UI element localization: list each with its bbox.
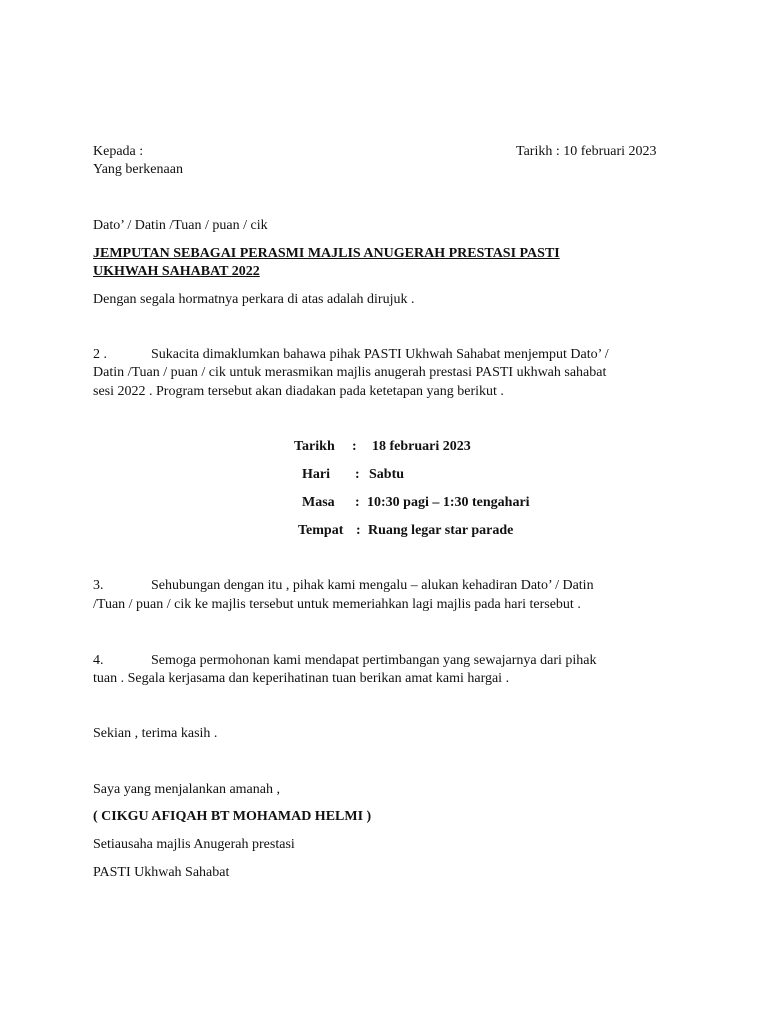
para3-line1: Sehubungan dengan itu , pihak kami mengalu – alukan kehadiran Dato’ / Datin [151, 578, 594, 593]
detail-time-sep: : [355, 495, 360, 510]
para2-line2: Datin /Tuan / puan / cik untuk merasmikan majlis anugerah prestasi PASTI ukhwah sahabat [93, 365, 607, 380]
detail-date [294, 438, 471, 456]
para3-line2: /Tuan / puan / cik ke majlis tersebut untuk memeriahkan lagi majlis pada hari tersebut . [93, 597, 581, 612]
para3-number: 3. [93, 578, 104, 593]
recipient: Yang berkenaan [93, 162, 183, 177]
detail-date-label: Tarikh [294, 439, 335, 454]
detail-day-value: Sabtu [369, 467, 405, 482]
para4-number: 4. [93, 653, 104, 668]
para4-line1: Semoga permohonan kami mendapat pertimbangan yang sewajarnya dari pihak [151, 653, 597, 668]
detail-day-label: Hari [302, 467, 330, 482]
para4-line2: tuan . Segala kerjasama dan keperihatinan tuan berikan amat kami hargai . [93, 671, 510, 686]
letter-title-line2: UKHWAH SAHABAT 2022 [93, 264, 260, 279]
letter-title-line1: JEMPUTAN SEBAGAI PERASMI MAJLIS ANUGERAH PRESTASI PASTI [93, 246, 560, 261]
detail-time [302, 494, 530, 512]
signature-intro: Saya yang menjalankan amanah , [93, 782, 280, 797]
letter-date: Tarikh : 10 februari 2023 [516, 144, 657, 159]
detail-venue-sep: : [356, 523, 361, 538]
detail-date-value: 18 februari 2023 [372, 439, 471, 454]
para2-line3: sesi 2022 . Program tersebut akan diadakan pada ketetapan yang berikut . [93, 384, 504, 399]
detail-venue-label: Tempat [298, 523, 344, 538]
detail-day-sep: : [355, 467, 360, 482]
signatory-position: Setiausaha majlis Anugerah prestasi [93, 837, 295, 852]
para2-number: 2 . [93, 347, 107, 362]
signatory-organization: PASTI Ukhwah Sahabat [93, 865, 230, 880]
detail-time-value: 10:30 pagi – 1:30 tengahari [367, 495, 530, 510]
para2-line1: Sukacita dimaklumkan bahawa pihak PASTI Ukhwah Sahabat menjemput Dato’ / [151, 347, 609, 362]
intro-text: Dengan segala hormatnya perkara di atas adalah dirujuk . [93, 292, 415, 307]
detail-day [302, 466, 404, 484]
salutation: Dato’ / Datin /Tuan / puan / cik [93, 218, 268, 233]
signatory-name: ( CIKGU AFIQAH BT MOHAMAD HELMI ) [93, 809, 372, 824]
to-label: Kepada : [93, 144, 144, 159]
closing-text: Sekian , terima kasih . [93, 726, 218, 741]
detail-venue-value: Ruang legar star parade [368, 523, 514, 538]
detail-venue [298, 522, 513, 540]
detail-date-sep: : [352, 439, 357, 454]
detail-time-label: Masa [302, 495, 335, 510]
